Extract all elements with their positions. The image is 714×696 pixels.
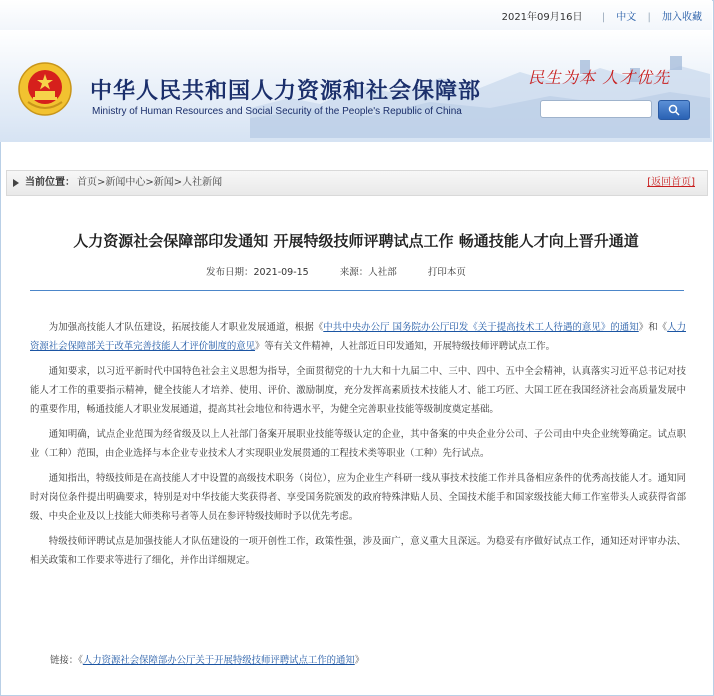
separator: | — [601, 12, 606, 23]
search-button[interactable] — [658, 100, 690, 120]
attachment-link-line: 链接：《人力资源社会保障部办公厅关于开展特级技师评聘试点工作的通知》 — [50, 655, 365, 666]
breadcrumb-news[interactable]: 新闻 — [153, 177, 174, 188]
article-meta — [206, 264, 466, 278]
print-link[interactable]: 打印本页 — [427, 267, 466, 278]
breadcrumb-arrow-icon — [13, 179, 19, 187]
site-title-cn: 中华人民共和国人力资源和社会保障部 — [90, 79, 482, 104]
separator: | — [647, 12, 651, 23]
publish-date: 发布日期：2021-09-15 — [206, 267, 309, 278]
back-home-link[interactable]: [返回首页] — [647, 177, 695, 188]
paragraph-1: 为加强高技能人才队伍建设，拓展技能人才职业发展通道，根据《中共中央办公厅 国务院办公厅印发《关于提高技术工人待遇的意见》的通知》和《人力资源社会保障部关于改革完善技能人才评价制度的意见》等有关文件精神，人社部近日印发通知，开展特级技师评聘试点工作。 — [30, 322, 686, 352]
article-body — [30, 318, 686, 576]
related-doc-link-2[interactable]: 人力资源社会保障部关于改革完善技能人才评价制度的意见 — [30, 322, 686, 352]
article-title: 人力资源社会保障部印发通知 开展特级技师评聘试点工作 畅通技能人才向上晋升通道 — [73, 232, 639, 250]
breadcrumb — [6, 170, 708, 196]
current-date: 2021年09月16日 — [501, 12, 583, 23]
site-header — [0, 30, 712, 142]
add-favorite-link[interactable]: 加入收藏 — [662, 12, 702, 23]
site-title-en: Ministry of Human Resources and Social Security of the People's Republic of China — [92, 106, 462, 117]
breadcrumb-home[interactable]: 首页 — [77, 177, 97, 188]
search-icon — [668, 104, 680, 116]
paragraph-3: 通知明确，试点企业范围为经省级及以上人社部门备案开展职业技能等级认定的企业，其中备案的中央企业分公司、子公司由中央企业统筹确定。试点职业（工种）范围，由企业选择与本企业专业技术人才实现职业发展贯通的工程技术类等职业（工种）先行试点。 — [30, 429, 686, 459]
lang-link[interactable]: 中文 — [616, 12, 637, 23]
related-doc-link-1[interactable]: 中共中央办公厅 国务院办公厅印发《关于提高技术工人待遇的意见》的通知 — [323, 322, 639, 333]
breadcrumb-path: 首页>新闻中心>新闻>人社新闻 — [77, 177, 223, 188]
notice-link[interactable]: 人力资源社会保障部办公厅关于开展特级技师评聘试点工作的通知 — [82, 655, 355, 666]
search-input[interactable] — [540, 100, 652, 118]
article-source: 来源：人社部 — [339, 267, 397, 278]
title-divider — [30, 290, 684, 291]
top-bar — [0, 0, 712, 30]
breadcrumb-news-center[interactable]: 新闻中心 — [105, 177, 146, 188]
national-emblem-icon — [18, 62, 72, 116]
breadcrumb-hrss-news[interactable]: 人社新闻 — [182, 177, 223, 188]
paragraph-2: 通知要求，以习近平新时代中国特色社会主义思想为指导，全面贯彻党的十九大和十九届二中、三中、四中、五中全会精神，认真落实习近平总书记对技能人才工作的重要指示精神，健全技能人才培养、使用、评价、激励制度，充分发挥高素质技术技能人才、能工巧匠、大国工匠在我国经济社会高质量发展中的重要作用，畅通技能人才职业发展通道，提高其社会地位和待遇水平，为健全完善职业技能等级制度奠定基础。 — [30, 366, 686, 415]
breadcrumb-label: 当前位置： — [25, 177, 75, 188]
slogan: 民生为本 人才优先 — [528, 68, 671, 87]
top-links — [502, 8, 702, 23]
paragraph-4: 通知指出，特级技师是在高技能人才中设置的高级技术职务（岗位），应为企业生产科研一线从事技术技能工作并具备相应条件的优秀高技能人才。通知同时对岗位条件提出明确要求，特别是对中华技能大奖获得者、享受国务院颁发的政府特殊津贴人员、全国技术能手和国家级技能大师工作室带头人或获得省部级、中央企业及以上技能大师类称号者等人员在参评特级技师时予以优先考虑。 — [30, 473, 686, 522]
paragraph-5: 特级技师评聘试点是加强技能人才队伍建设的一项开创性工作，政策性强，涉及面广，意义重大且深远。为稳妥有序做好试点工作，通知还对评审办法、相关政策和工作要求等进行了细化，并作出详细规定。 — [30, 536, 686, 566]
